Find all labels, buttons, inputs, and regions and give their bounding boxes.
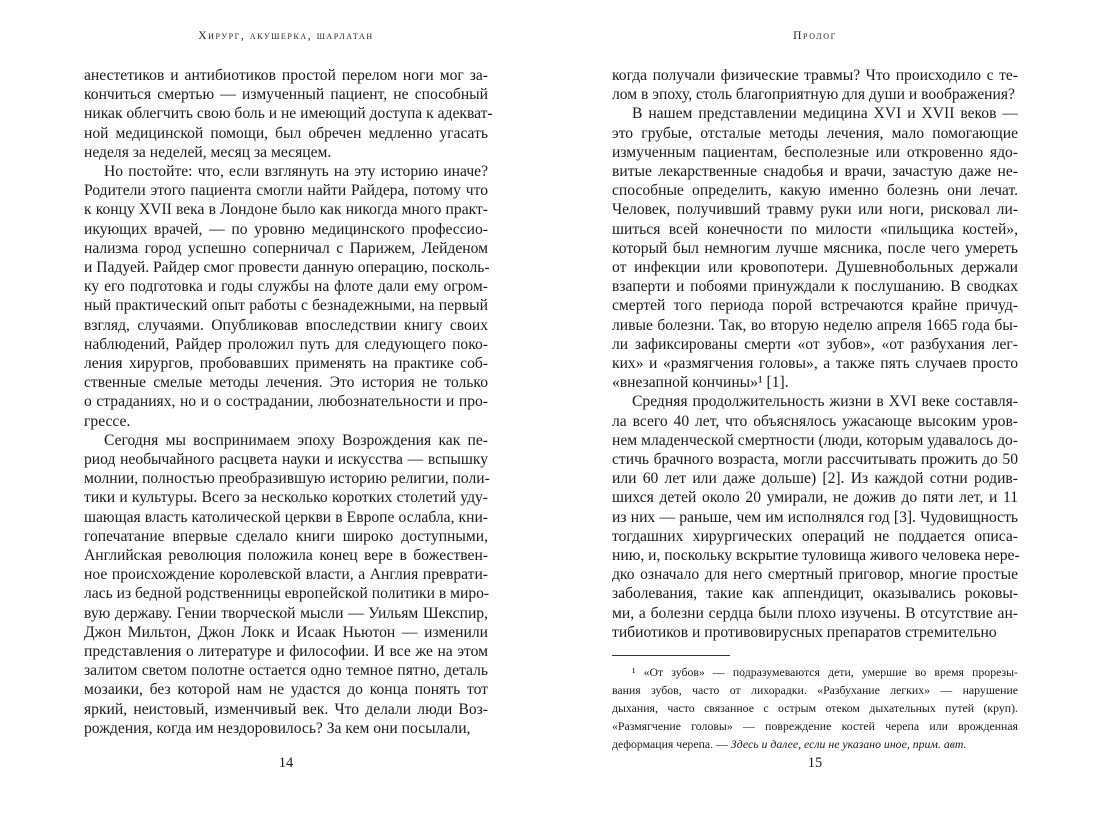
- text-line: смертей того периода порой встречаются крайне причуд-: [612, 297, 1018, 315]
- text-line: молнии, полностью преобразившую историю религии, поли-: [84, 470, 490, 488]
- text-line: анестетиков и антибиотиков простой перелом ноги мог за-: [84, 67, 488, 84]
- running-head-right: Пролог: [793, 30, 837, 42]
- text-line: неделя за неделей, месяц за месяцем.: [84, 143, 332, 161]
- page-number-right: 15: [807, 755, 823, 771]
- text-line: икующих врачей, — по уровню медицинского профессио-: [84, 220, 488, 238]
- footnote-text: вания зубов, часто от лихорадки. «Разбухание легких» — нарушение: [612, 683, 1018, 697]
- footnote-line: [612, 735, 1018, 753]
- footnote-line: [612, 663, 1018, 681]
- text-line: лом в эпоху, столь благоприятную для души и воображения?: [612, 86, 1015, 104]
- text-line: когда получали физические травмы? Что происходило с те-: [612, 67, 1018, 84]
- text-line: Сегодня мы воспринимаем эпоху Возрождения как пе-: [104, 431, 488, 449]
- page-number-left: 14: [278, 755, 294, 771]
- text-line: яркий, неистовый, изменчивый век. Что делали люди Воз-: [84, 700, 488, 718]
- footnote-text: деформация черепа. —: [612, 737, 731, 751]
- text-line: стичь брачного возраста, могли рассчитывать прожить до 50: [612, 451, 1018, 468]
- text-line: от инфекции или кровопотери. Душевнобольных держали: [612, 259, 1018, 276]
- footnote-text: ¹ «От зубов» — подразумеваются дети, умершие во время прорезы-: [632, 665, 1018, 679]
- text-line: измученным пациентам, бесполезные или откровенно ядо-: [612, 143, 1018, 161]
- footnote-rule: [612, 655, 730, 656]
- text-line: гопечатание впервые сделало книги широко доступными,: [84, 527, 488, 545]
- text-line: заболевания, такие как аппендицит, оказывались роковы-: [612, 585, 1018, 603]
- text-line: Английская революция положила конец вере в божествен-: [84, 547, 488, 564]
- text-line: тибиотиков и противовирусных препаратов стремительно: [612, 623, 997, 641]
- footnote-italic-note: Здесь и далее, если не указано иное, прим. авт.: [730, 737, 967, 751]
- footnote-line: [612, 699, 1018, 717]
- text-line: нию, и, поскольку вскрытие туловища живого человека нере-: [612, 547, 1020, 564]
- footnote-text: «Размягчение головы» — повреждение костей черепа или врожденная: [612, 719, 1018, 733]
- text-line: который был немногим лучше мясника, после чего умереть: [612, 239, 1018, 257]
- text-line: Родители этого пациента смогли найти Райдера, потому что: [84, 182, 488, 200]
- text-line: представления о литературе и философии. И все же на этом: [84, 643, 488, 660]
- text-line: ку его подготовка и годы службы на флоте дали ему огром-: [84, 278, 488, 296]
- text-line: о страданиях, но и о сострадании, любознательности и про-: [84, 393, 488, 411]
- text-line: наблюдений, Райдер проложил путь для следующего поко-: [84, 335, 488, 353]
- text-line: ления хирургов, пробовавших применять на практике соб-: [84, 355, 488, 372]
- text-line: ственные смелые методы лечения. Это история не только: [84, 374, 488, 392]
- footnote-text: дыхания, часто связанное с острым отеком дыхательных путей (круп).: [612, 701, 1018, 715]
- text-line: или 60 лет или даже дольше) [2]. Из каждой сотни родив-: [612, 470, 1018, 488]
- right-page: [612, 0, 1018, 825]
- text-line: тики и культуры. Всего за несколько коротких столетий уду-: [84, 489, 488, 507]
- text-line: взаперти и побоями принуждали к послушанию. В сводках: [612, 278, 1018, 296]
- text-line: взгляд, случаями. Опубликовав впоследствии книгу своих: [84, 316, 488, 334]
- text-line: В нашем представлении медицина XVI и XVII веков —: [632, 105, 1018, 123]
- text-line: к концу XVII века в Лондоне было как никогда много практ-: [84, 201, 488, 219]
- text-line: нализма город успешно соперничал с Парижем, Лейденом: [84, 239, 488, 257]
- text-line: способные определить, какую именно болезнь они лечат.: [612, 182, 1018, 200]
- text-line: ких» и «размягчения головы», а также пять случаев просто: [612, 355, 1018, 372]
- text-line: «внезапной кончины»¹ [1].: [612, 374, 789, 392]
- footnote-line: [612, 717, 1018, 735]
- text-line: вую державу. Гении творческой мысли — Уильям Шекспир,: [84, 604, 488, 622]
- text-line: дко означало для него смертный приговор, многие простые: [612, 566, 1018, 584]
- text-line: риод необычайного расцвета науки и искусства — вспышку: [84, 451, 488, 468]
- text-line: шиться всей конечности по милости «пильщика костей»,: [612, 220, 1018, 238]
- text-line: и Падуей. Райдер смог провести данную операцию, посколь-: [84, 259, 490, 276]
- text-line: мозаики, без которой нам не удастся до конца понять тот: [84, 681, 488, 699]
- text-line: витые лекарственные снадобья и врачи, зачастую даже не-: [612, 163, 1018, 180]
- text-line: это грубые, отсталые методы лечения, мало помогающие: [612, 124, 1018, 142]
- footnote-line: [612, 681, 1018, 699]
- text-line: Средняя продолжительность жизни в XVI веке составля-: [632, 393, 1018, 411]
- running-head-left: Хирург, акушерка, шарлатан: [198, 30, 374, 42]
- text-line: ливые болезни. Так, во вторую неделю апреля 1665 года бы-: [612, 316, 1018, 334]
- text-line: ное происхождение королевской власти, а Англия преврати-: [84, 566, 488, 584]
- text-line: лась из бедной родственницы европейской политики в миро-: [84, 585, 490, 603]
- text-line: рождения, когда им нездоровилось? За кем они посылали,: [84, 719, 471, 737]
- text-line: Человек, получивший травму руки или ноги, рисковал ли-: [612, 201, 1018, 219]
- text-line: тогдашних хирургических операций не поддается описа-: [612, 527, 1018, 545]
- text-line: ми, а болезни сердца были плохо изучены. В отсутствие ан-: [612, 604, 1018, 622]
- text-line: залитом светом полотне остается одно темное пятно, деталь: [84, 662, 488, 680]
- text-line: никак облегчить свою боль и не имеющий доступа к адекват-: [84, 105, 493, 123]
- text-line: ной медицинской помощи, был обречен медленно угасать: [84, 124, 488, 142]
- text-line: шихся детей около 20 умирали, не дожив до пяти лет, и 11: [612, 489, 1018, 507]
- text-line: шающая власть католической церкви в Европе ослабла, кни-: [84, 508, 488, 526]
- text-line: кончиться смертью — измученный пациент, не способный: [84, 86, 488, 104]
- text-line: ный практический опыт работы с безнадежными, на первый: [84, 297, 488, 315]
- text-line: ли зафиксированы смерти «от зубов», «от разбухания лег-: [612, 335, 1018, 353]
- text-line: грессе.: [84, 412, 131, 430]
- text-line: из них — раньше, чем им исполнялся год [3]. Чудовищность: [612, 508, 1018, 526]
- text-line: нем младенческой смертности (люди, которым удавалось до-: [612, 431, 1018, 449]
- text-line: ла всего 40 лет, что объяснялось ужасающе высоким уров-: [612, 412, 1018, 430]
- text-line: Джон Мильтон, Джон Локк и Исаак Ньютон — изменили: [84, 623, 488, 641]
- left-page: [84, 0, 493, 825]
- text-line: Но постойте: что, если взглянуть на эту историю иначе?: [104, 163, 488, 180]
